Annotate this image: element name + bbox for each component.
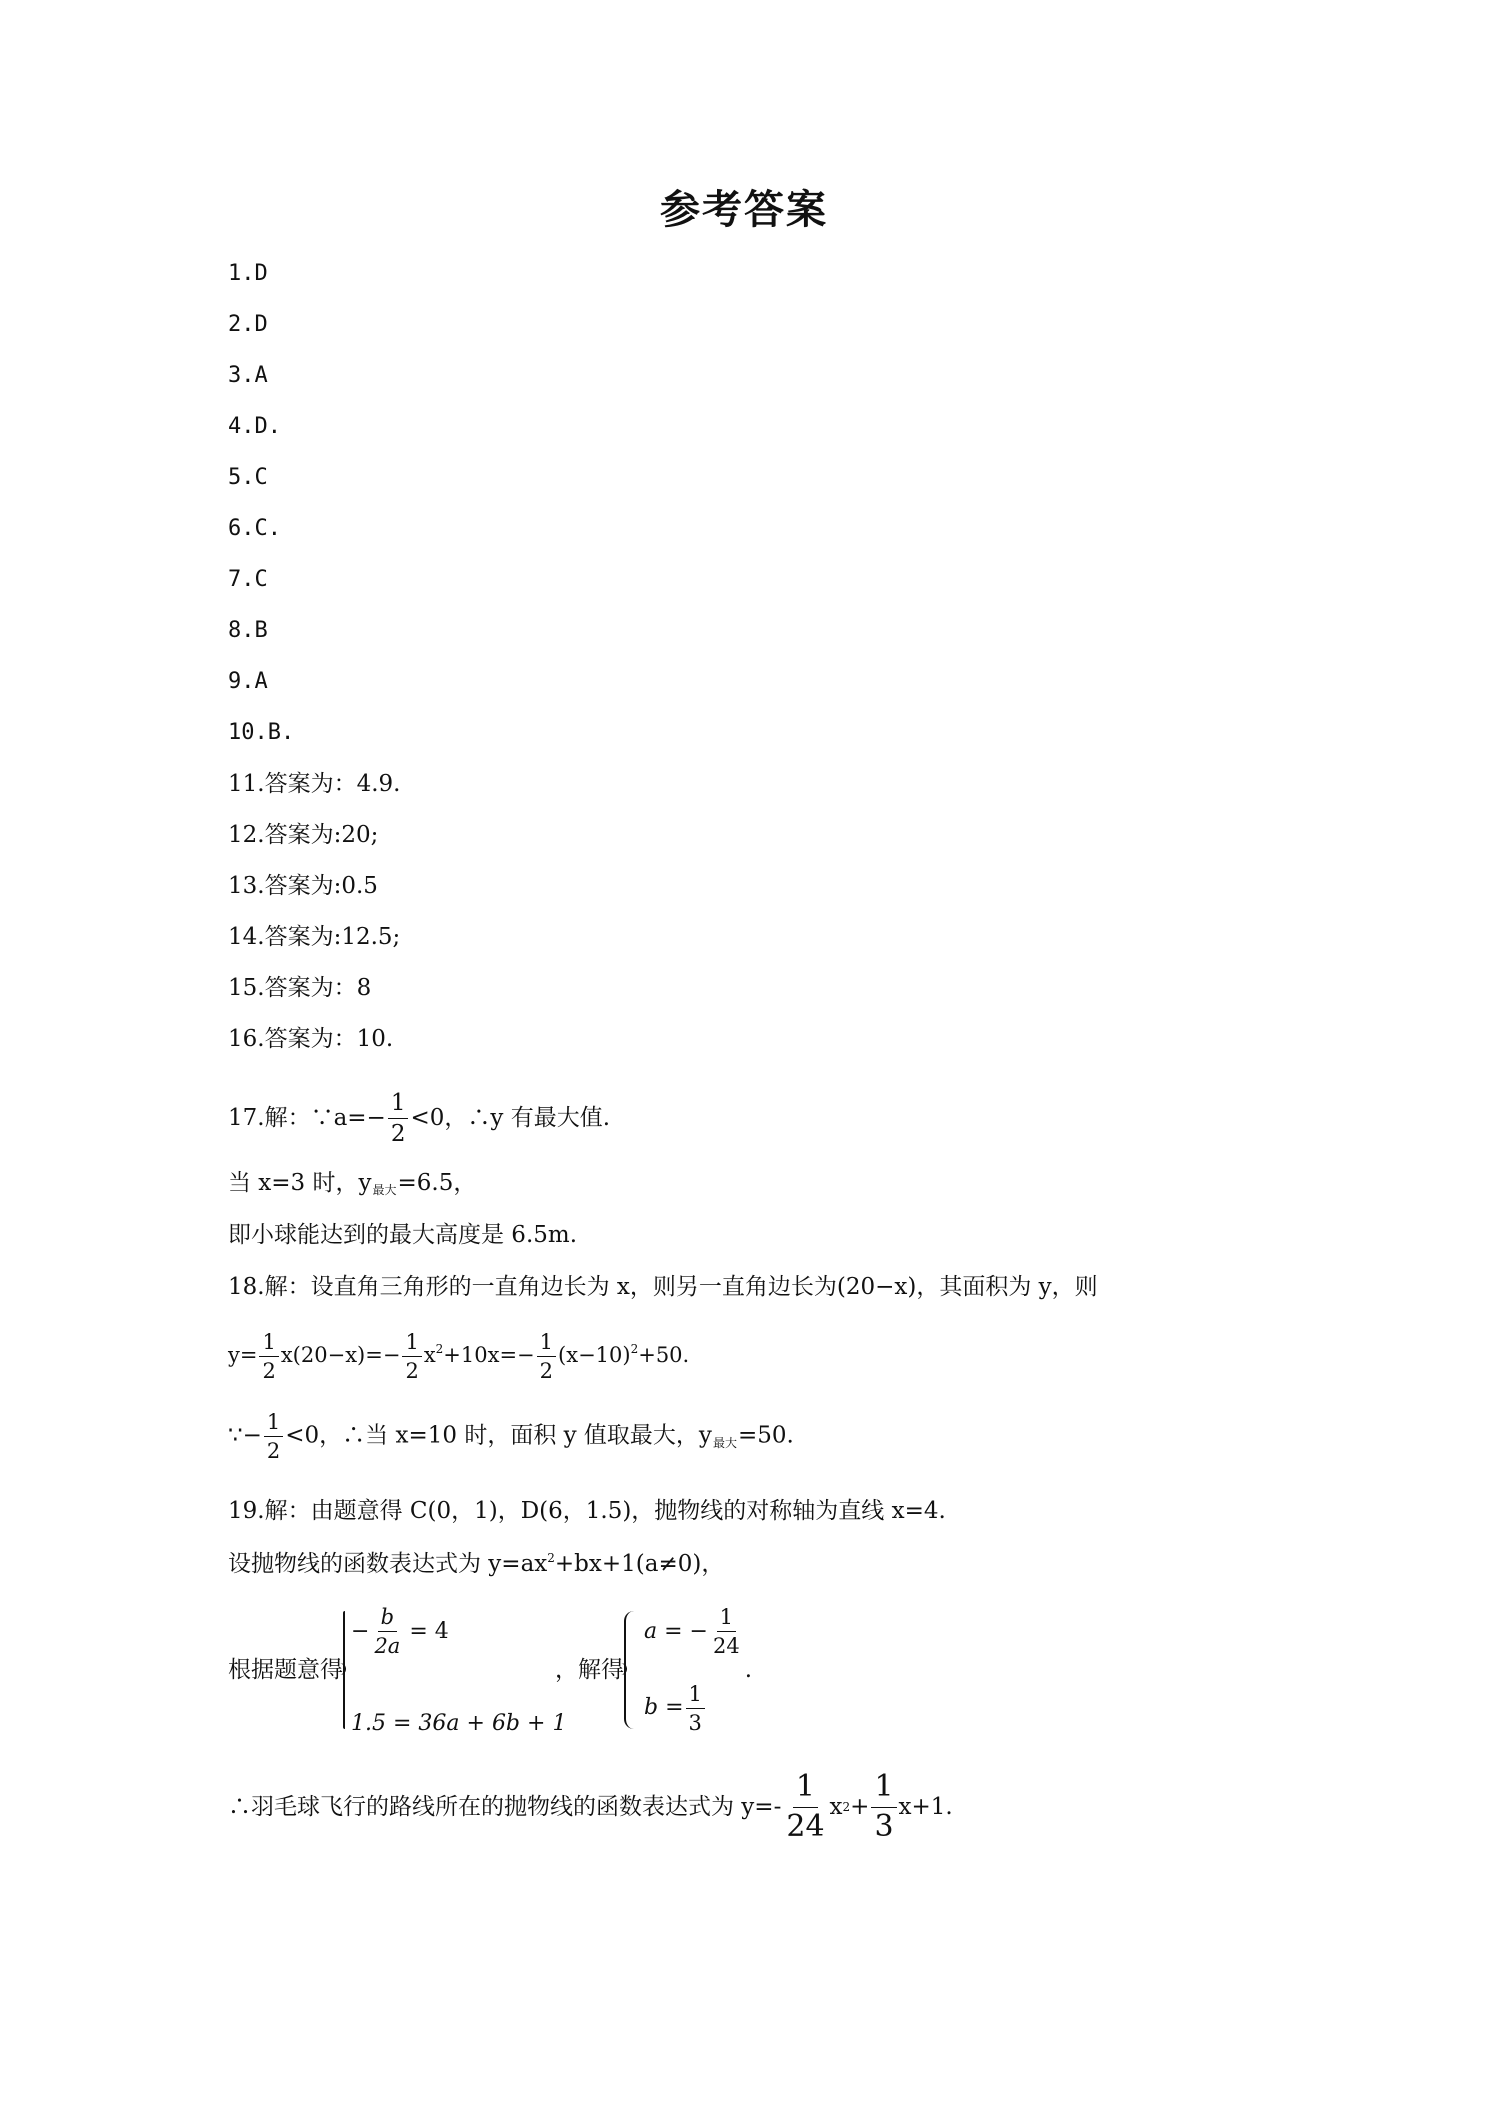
answer-16: 16.答案为：10. (228, 1026, 394, 1052)
q19-eq-1 (351, 1605, 566, 1658)
answer-2: 2.D (228, 312, 268, 337)
q19-sol1-frac (710, 1605, 743, 1658)
q19-sol2-frac (686, 1682, 705, 1735)
q17-line2-b: =6.5， (397, 1170, 477, 1196)
q18-line-2 (228, 1330, 689, 1383)
q19-f2-num: 1 (871, 1770, 896, 1808)
q19-eq1-rhs: = 4 (409, 1618, 449, 1644)
q19-l3-c: . (744, 1656, 753, 1683)
answer-15: 15.答案为：8 (228, 975, 372, 1001)
q19-l3-b: ，解得 (555, 1656, 624, 1683)
q19-line-3 (228, 1605, 752, 1735)
q18-frac-1 (259, 1330, 278, 1383)
answer-3: 3.A (228, 363, 268, 388)
q17-line2-a: 当 x=3 时，y (228, 1170, 372, 1196)
q19-solution-system (624, 1605, 745, 1735)
q18-l3-b: <0，∴当 x=10 时，面积 y 值取最大，y (285, 1422, 712, 1449)
answer-5: 5.C (228, 465, 268, 490)
q19-line2-b: +bx+1(a≠0)， (554, 1551, 725, 1577)
q19-l4-d: x+1. (898, 1793, 953, 1820)
q18-line-3 (228, 1410, 794, 1463)
q18-frac-3 (537, 1330, 556, 1383)
q19-line-4 (228, 1770, 953, 1844)
q19-sol2-num: 1 (686, 1682, 705, 1709)
q18-frac-4 (264, 1410, 283, 1463)
q19-solution-equations (644, 1605, 745, 1735)
answer-14: 14.答案为:12.5; (228, 924, 401, 950)
q19-sol2-lhs: b = (644, 1695, 684, 1721)
q19-l3-a: 根据题意得 (228, 1656, 343, 1683)
answer-6: 6.C. (228, 516, 281, 541)
q19-final-frac-2 (871, 1770, 896, 1844)
q18-frac2-num: 1 (402, 1330, 421, 1357)
q19-eq1-num: b (378, 1605, 397, 1632)
q19-eq1-minus: − (351, 1618, 370, 1644)
q18-frac-2 (402, 1330, 421, 1383)
q18-subscript: 最大 (712, 1435, 737, 1450)
q19-eq-2: 1.5 = 36a + 6b + 1 (351, 1711, 567, 1736)
q18-p3: x (423, 1343, 436, 1368)
q19-sol1-lhs: a = − (644, 1618, 708, 1644)
q19-f1-den: 24 (786, 1808, 825, 1844)
q18-p5-sup: 2 (630, 1342, 639, 1357)
q18-frac1-den: 2 (262, 1359, 276, 1384)
q19-eq1-frac (371, 1605, 403, 1658)
answer-7: 7.C (228, 567, 268, 592)
q18-frac2-den: 2 (405, 1359, 419, 1384)
q19-l4-b: x (829, 1793, 843, 1820)
q18-p1: y= (228, 1343, 258, 1368)
q18-frac3-den: 2 (539, 1359, 554, 1384)
q19-sol1-num: 1 (717, 1605, 736, 1632)
q19-sol-1 (644, 1605, 745, 1658)
q18-p4: +10x=− (443, 1343, 535, 1368)
q17-fraction (388, 1090, 409, 1148)
q19-sol-2 (644, 1682, 745, 1735)
q19-sol2-den: 3 (688, 1710, 702, 1735)
answer-4: 4.D. (228, 414, 281, 439)
q18-frac4-den: 2 (266, 1439, 281, 1464)
answer-1: 1.D (228, 261, 268, 286)
answer-9: 9.A (228, 669, 268, 694)
q18-p6: +50. (638, 1343, 690, 1368)
q19-l4-c: + (850, 1793, 870, 1820)
q17-line-3: 即小球能达到的最大高度是 6.5m. (228, 1222, 578, 1248)
q17-frac-den: 2 (390, 1121, 406, 1148)
q19-sol1-den: 24 (712, 1634, 740, 1659)
q19-system-brace (343, 1611, 345, 1729)
answer-10: 10.B. (228, 720, 295, 745)
q17-subscript: 最大 (372, 1183, 397, 1197)
q19-line2-sup: 2 (547, 1551, 555, 1565)
q18-frac1-num: 1 (259, 1330, 278, 1357)
q19-f2-den: 3 (874, 1808, 894, 1844)
q19-final-frac-1 (783, 1770, 827, 1844)
q18-p5: (x−10) (558, 1343, 631, 1368)
q18-l3-c: =50. (737, 1422, 794, 1449)
q18-l3-a: ∵− (228, 1422, 262, 1449)
q19-solution-brace (624, 1611, 638, 1729)
q17-text-b: <0，∴y 有最大值. (410, 1104, 611, 1131)
q18-frac4-num: 1 (264, 1410, 283, 1437)
q18-p3-sup: 2 (435, 1342, 444, 1357)
q17-text-a: 17.解：∵a=− (228, 1104, 386, 1131)
q18-frac3-num: 1 (537, 1330, 556, 1357)
answer-12: 12.答案为:20; (228, 822, 379, 848)
q19-l4-a: ∴羽毛球飞行的路线所在的抛物线的函数表达式为 y=- (228, 1793, 782, 1820)
q19-eq1-den: 2a (374, 1634, 401, 1659)
q17-frac-num: 1 (388, 1090, 409, 1119)
q19-system-equations (351, 1605, 566, 1735)
answer-11: 11.答案为：4.9. (228, 771, 401, 797)
page-title: 参考答案 (660, 187, 828, 233)
q19-line2-a: 设抛物线的函数表达式为 y=ax (228, 1551, 548, 1577)
q17-line-2 (228, 1172, 476, 1196)
q19-f1-num: 1 (793, 1770, 818, 1808)
q17-line-1 (228, 1090, 610, 1148)
q19-equation-system (343, 1605, 567, 1736)
q19-line-1: 19.解：由题意得 C(0，1)，D(6，1.5)，抛物线的对称轴为直线 x=4. (228, 1498, 946, 1524)
q19-l4-sup: 2 (842, 1800, 851, 1814)
q18-line-1: 18.解：设直角三角形的一直角边长为 x，则另一直角边长为(20−x)，其面积为 y，则 (228, 1274, 1098, 1300)
q18-p2: x(20−x)=− (280, 1343, 401, 1368)
answer-8: 8.B (228, 618, 268, 643)
q19-line-2 (228, 1552, 724, 1576)
answer-13: 13.答案为:0.5 (228, 873, 378, 899)
